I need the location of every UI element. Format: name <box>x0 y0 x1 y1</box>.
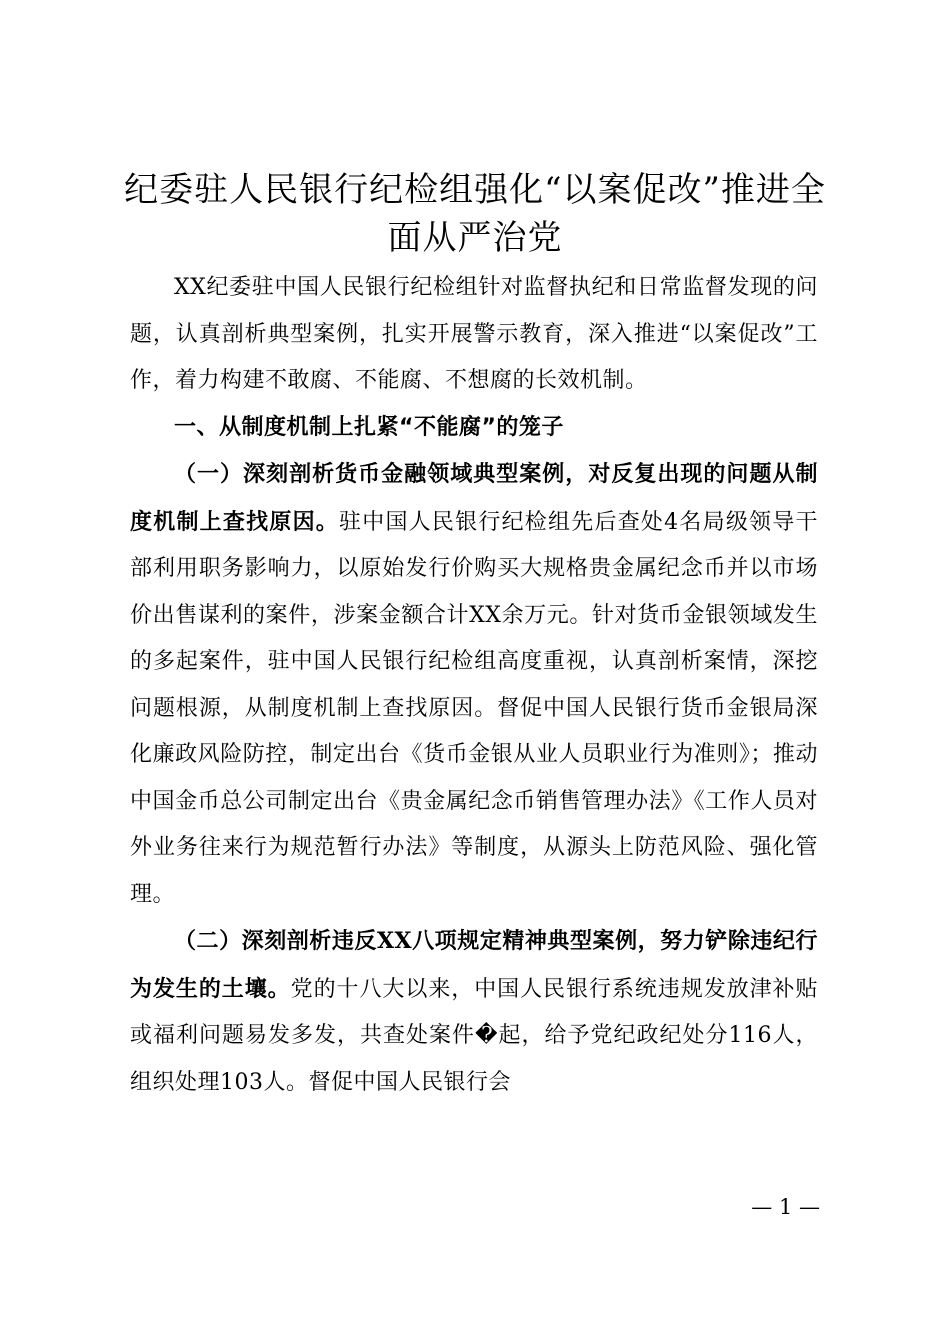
section-heading-1: 一、从制度机制上扎紧“不能腐”的笼子 <box>174 414 564 440</box>
item-2-body: 党的十八大以来，中国人民银行系统违规发放津补贴或福利问题易发多发，共查处案件�起，给予党纪政纪处分116人，组织处理103人。督促中国人民银行会 <box>130 976 818 1095</box>
document-title: 纪委驻人民银行纪检组强化“以案促改”推进全面从严治党 <box>124 170 826 258</box>
paragraph-item-2 <box>130 918 818 1106</box>
intro-paragraph: XX纪委驻中国人民银行纪检组针对监督执纪和日常监督发现的问题，认真剖析典型案例，扎实开展警示教育，深入推进“以案促改”工作，着力构建不敢腐、不能腐、不想腐的长效机制。 <box>130 275 818 393</box>
item-2-lead: （二）深刻剖析违反XX八项规定精神典型案例，努力铲除违纪行为发生的土壤。 <box>130 928 818 1002</box>
paragraph-item-1 <box>130 451 818 918</box>
document-body <box>130 265 818 1106</box>
item-1-lead: （一）深刻剖析货币金融领域典型案例，对反复出现的问题从制度机制上查找原因。 <box>130 461 818 535</box>
page-number: — 1 — <box>751 1195 820 1219</box>
item-1-body: 驻中国人民银行纪检组先后查处4名局级领导干部利用职务影响力，以原始发行价购买大规格贵金属纪念币并以市场价出售谋利的案件，涉案金额合计XX余万元。针对货币金银领域发生的多起案件，驻中国人民银行纪检组高度重视，认真剖析案情，深挖问题根源，从制度机制上查找原因。督促中国人民银行货币金银局深化廉政风险防控，制定出台《货币金银从业人员职业行为准则》；推动中国金币总公司制定出台《贵金属纪念币销售管理办法》《工作人员对外业务往来行为规范暂行办法》等制度，从源头上防范风险、强化管理。 <box>130 509 818 907</box>
